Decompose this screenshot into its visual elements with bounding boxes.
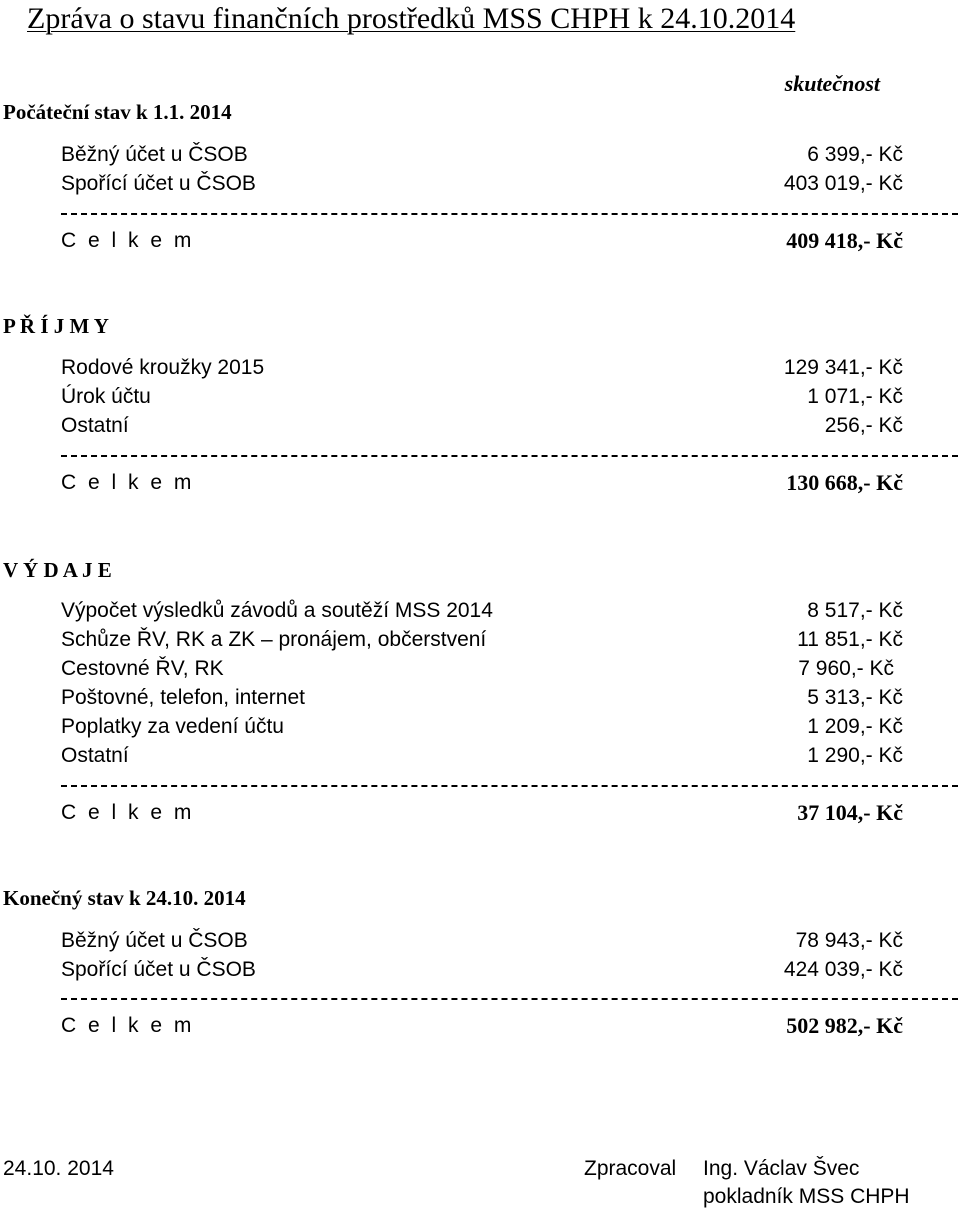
- row-value: 6 399,- Kč: [807, 143, 903, 166]
- total-label: C e l k e m: [61, 801, 195, 824]
- row-value: 424 039,- Kč: [783, 958, 903, 981]
- expenses-row-travel: [61, 654, 903, 684]
- footer-preparer-role: pokladník MSS CHPH: [703, 1185, 910, 1208]
- row-value: 1 209,- Kč: [807, 715, 903, 738]
- closing-balance-heading: Konečný stav k 24.10. 2014: [3, 886, 246, 910]
- row-value: 129 341,- Kč: [783, 356, 903, 379]
- opening-row-savings-account: [61, 169, 903, 199]
- report-title: Zpráva o stavu finančních prostředků MSS CHPH k 24.10.2014: [27, 2, 796, 35]
- expenses-heading: V Ý D A J E: [3, 558, 112, 582]
- opening-balance-heading: Počáteční stav k 1.1. 2014: [3, 100, 232, 124]
- row-label: Rodové kroužky 2015: [61, 356, 265, 379]
- total-value: 130 668,- Kč: [786, 470, 903, 495]
- expenses-row-results: [61, 596, 903, 626]
- separator-line: [61, 785, 958, 787]
- opening-total-row: [61, 226, 903, 256]
- total-value: 409 418,- Kč: [786, 228, 903, 253]
- row-value: 256,- Kč: [824, 414, 903, 437]
- closing-row-current-account: [61, 926, 903, 956]
- footer-preparer-name: Ing. Václav Švec: [703, 1157, 860, 1180]
- row-label: Poplatky za vedení účtu: [61, 715, 284, 738]
- closing-row-savings-account: [61, 955, 903, 985]
- total-value: 502 982,- Kč: [786, 1013, 903, 1038]
- separator-line: [61, 455, 958, 457]
- footer-date: 24.10. 2014: [3, 1157, 114, 1180]
- total-label: C e l k e m: [61, 471, 195, 494]
- closing-total-row: [61, 1011, 903, 1041]
- total-label: C e l k e m: [61, 229, 195, 252]
- row-label: Cestovné ŘV, RK: [61, 657, 224, 680]
- row-value: 1 071,- Kč: [807, 385, 903, 408]
- row-value: 5 313,- Kč: [807, 686, 903, 709]
- row-value: 8 517,- Kč: [807, 599, 903, 622]
- row-label: Ostatní: [61, 744, 129, 767]
- separator-line: [61, 213, 958, 215]
- row-value: 7 960,- Kč: [798, 657, 894, 680]
- row-label: Běžný účet u ČSOB: [61, 929, 248, 952]
- row-label: Poštovné, telefon, internet: [61, 686, 305, 709]
- column-heading-actual: skutečnost: [784, 71, 880, 96]
- row-value: 11 851,- Kč: [797, 628, 903, 651]
- expenses-row-meetings: [61, 625, 903, 655]
- expenses-row-postage: [61, 683, 903, 713]
- income-total-row: [61, 468, 903, 498]
- row-value: 1 290,- Kč: [807, 744, 903, 767]
- row-label: Spořící účet u ČSOB: [61, 172, 256, 195]
- total-value: 37 104,- Kč: [797, 800, 903, 825]
- footer-prepared-label: Zpracoval: [584, 1157, 677, 1180]
- expenses-row-fees: [61, 712, 903, 742]
- income-row-rings: [61, 353, 903, 383]
- opening-row-current-account: [61, 140, 903, 170]
- row-label: Spořící účet u ČSOB: [61, 958, 256, 981]
- separator-line: [61, 998, 958, 1000]
- row-value: 403 019,- Kč: [783, 172, 903, 195]
- row-label: Výpočet výsledků závodů a soutěží MSS 2014: [61, 599, 493, 622]
- row-label: Ostatní: [61, 414, 129, 437]
- row-value: 78 943,- Kč: [795, 929, 903, 952]
- expenses-row-other: [61, 741, 903, 771]
- row-label: Schůze ŘV, RK a ZK – pronájem, občerstvení: [61, 628, 487, 651]
- row-label: Úrok účtu: [61, 385, 151, 408]
- income-row-interest: [61, 382, 903, 412]
- income-heading: P Ř Í J M Y: [3, 314, 109, 338]
- income-row-other: [61, 411, 903, 441]
- total-label: C e l k e m: [61, 1014, 195, 1037]
- row-label: Běžný účet u ČSOB: [61, 143, 248, 166]
- expenses-total-row: [61, 798, 903, 828]
